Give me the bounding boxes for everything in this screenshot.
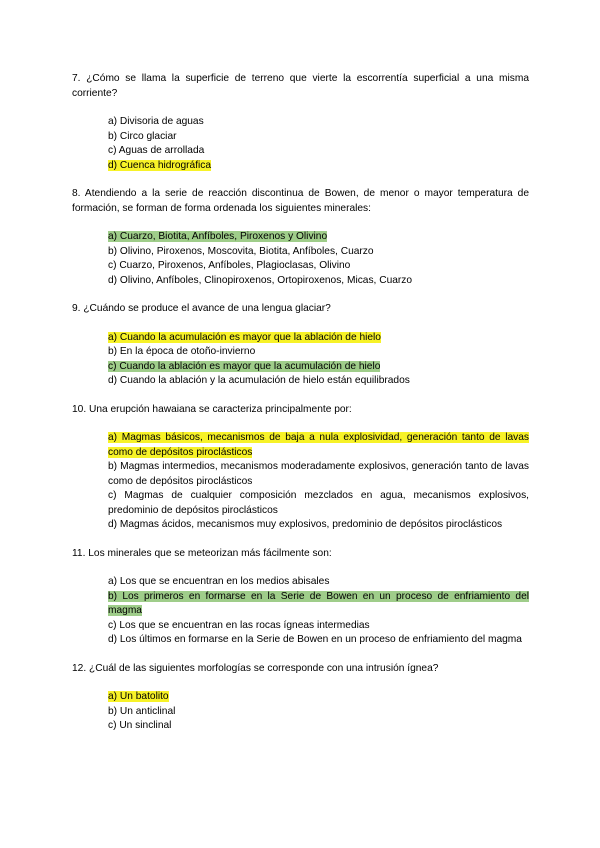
question-9 (72, 302, 529, 389)
options-list (108, 575, 529, 648)
option-c: c) Cuarzo, Piroxenos, Anfíboles, Plagioclasas, Olivino (108, 260, 351, 271)
option-b: b) Un anticlinal (108, 705, 176, 717)
option-d: d) Magmas ácidos, mecanismos muy explosivos, predominio de depósitos piroclásticos (108, 519, 503, 530)
option-b: b) Los primeros en formarse en la Serie de Bowen en un proceso de enfriamiento del magma (108, 590, 529, 616)
question-text: 8. Atendiendo a la serie de reacción discontinua de Bowen, de menor o mayor temperatura de formación, se forman de forma ordenada los siguientes minerales: (72, 188, 529, 214)
question-11 (72, 547, 529, 648)
question-8 (72, 187, 529, 288)
question-text: 11. Los minerales que se meteorizan más fácilmente son: (72, 547, 332, 559)
option-b: b) Magmas intermedios, mecanismos moderadamente explosivos, generación tanto de lavas como de depósitos piroclásticos (108, 461, 529, 487)
question-10 (72, 403, 529, 533)
option-d: d) Olivino, Anfíboles, Clinopiroxenos, Ortopiroxenos, Micas, Cuarzo (108, 274, 413, 286)
options-list (108, 690, 529, 734)
option-a: a) Los que se encuentran en los medios abisales (108, 576, 330, 587)
option-b: b) Circo glaciar (108, 130, 177, 142)
option-c: c) Cuando la ablación es mayor que la acumulación de hielo (108, 360, 381, 372)
option-c: c) Un sinclinal (108, 720, 172, 731)
options-list (108, 115, 529, 173)
option-c: c) Magmas de cualquier composición mezclados en agua, mecanismos explosivos, predominio de depósitos piroclásticos (108, 490, 529, 516)
option-c: c) Los que se encuentran en las rocas ígneas intermedias (108, 619, 370, 631)
question-7 (72, 72, 529, 173)
options-list (108, 431, 529, 533)
question-text: 12. ¿Cuál de las siguientes morfologías se corresponde con una intrusión ígnea? (72, 662, 439, 674)
option-d: d) Los últimos en formarse en la Serie de Bowen en un proceso de enfriamiento del magma (108, 634, 522, 645)
option-b: b) Olivino, Piroxenos, Moscovita, Biotita, Anfíboles, Cuarzo (108, 245, 374, 257)
options-list (108, 230, 529, 288)
document-page (72, 72, 529, 748)
option-c: c) Aguas de arrollada (108, 145, 205, 156)
option-d: d) Cuenca hidrográfica (108, 159, 212, 171)
question-12 (72, 662, 529, 734)
question-text: 7. ¿Cómo se llama la superficie de terreno que vierte la escorrentía superficial a una misma corriente? (72, 73, 529, 99)
option-b: b) En la época de otoño-invierno (108, 346, 256, 357)
option-a: a) Cuarzo, Biotita, Anfíboles, Piroxenos y Olivino (108, 231, 328, 242)
option-a: a) Un batolito (108, 691, 169, 702)
option-a: a) Divisoria de aguas (108, 116, 204, 127)
question-text: 10. Una erupción hawaiana se caracteriza principalmente por: (72, 403, 352, 415)
option-a: a) Magmas básicos, mecanismos de baja a nula explosividad, generación tanto de lavas como de depósitos piroclásticos (108, 432, 529, 458)
option-a: a) Cuando la acumulación es mayor que la ablación de hielo (108, 331, 381, 343)
options-list (108, 331, 529, 389)
option-d: d) Cuando la ablación y la acumulación de hielo están equilibrados (108, 375, 410, 386)
question-text: 9. ¿Cuándo se produce el avance de una lengua glaciar? (72, 303, 331, 314)
